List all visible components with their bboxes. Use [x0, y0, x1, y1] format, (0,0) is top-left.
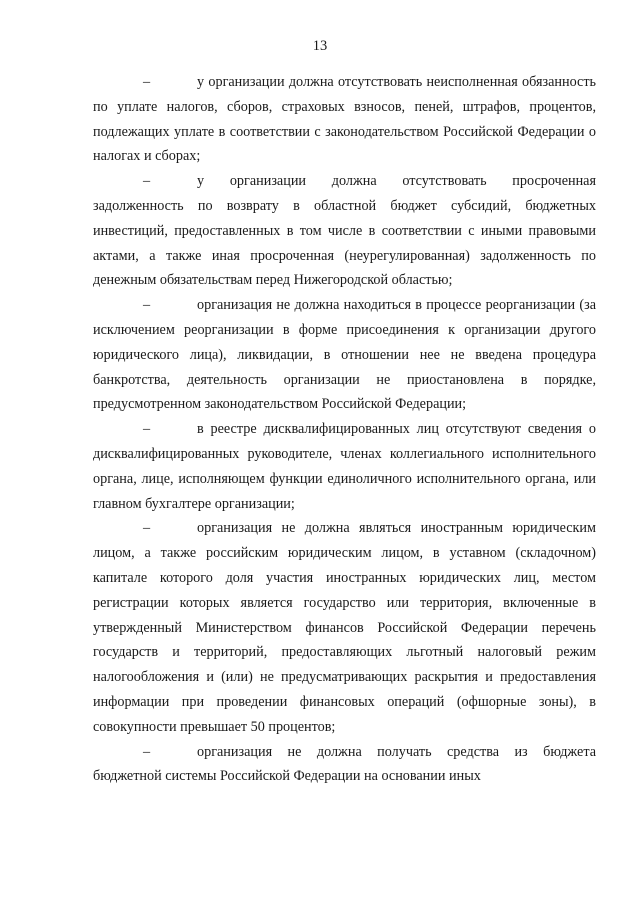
- list-dash: –: [143, 173, 151, 190]
- list-item-disqualified-persons: [93, 417, 596, 516]
- list-item-text: у организации должна отсутствовать просроченная задолженность по возврату в областной бюджет субсидий, бюджетных инвестиций, предоставленных в том числе в соответствии с иными правовыми актами, а также иная просроченная (неурегулированная) задолженность по денежным обязательствам перед Нижегородской областью;: [93, 173, 596, 289]
- list-dash: –: [143, 74, 151, 90]
- list-item-foreign-entity: [93, 516, 596, 739]
- list-dash: –: [143, 297, 151, 314]
- page-number: 13: [312, 38, 328, 54]
- list-dash: –: [143, 520, 151, 537]
- list-item-text: в реестре дисквалифицированных лиц отсутствуют сведения о дисквалифицированных руководителе, членах коллегиального исполнительного органа, лице, исполняющем функции единоличного исполнительного органа, или главном бухгалтере организации;: [93, 421, 596, 512]
- list-item-text: у организации должна отсутствовать неисполненная обязанность по уплате налогов, сборов, страховых взносов, пеней, штрафов, процентов, подлежащих уплате в соответствии с законодательством Российской Федерации о налогах и сборах;: [93, 74, 596, 165]
- list-dash: –: [143, 421, 151, 438]
- list-item-text: организация не должна находиться в процессе реорганизации (за исключением реорганизации в форме присоединения к организации другого юридического лица), ликвидации, в отношении нее не введена процедура банкротства, деятельность организации не приостановлена в порядке, предусмотренном законодательством Российской Федерации;: [93, 297, 596, 413]
- list-item-overdue-debt: [93, 169, 596, 293]
- list-dash: –: [143, 743, 151, 760]
- list-item-budget-funds: [93, 740, 596, 790]
- list-item-reorganization: [93, 293, 596, 417]
- list-item-text: организация не должна являться иностранным юридическим лицом, а также российским юридическим лицом, в уставном (складочном) капитале которого доля участия иностранных юридических лиц, местом регистрации которых является государство или территория, включенные в утвержденный Министерством финансов Российской Федерации перечень государств и территорий, предоставляющих льготный налоговый режим налогообложения и (или) не предусматривающих раскрытия и предоставления информации при проведении финансовых операций (офшорные зоны), в совокупности превышает 50 процентов;: [93, 520, 596, 735]
- document-body: [93, 70, 596, 789]
- list-item-text: организация не должна получать средства из бюджета бюджетной системы Российской Федерации на основании иных: [93, 743, 596, 785]
- list-item-tax-obligations: [93, 70, 596, 169]
